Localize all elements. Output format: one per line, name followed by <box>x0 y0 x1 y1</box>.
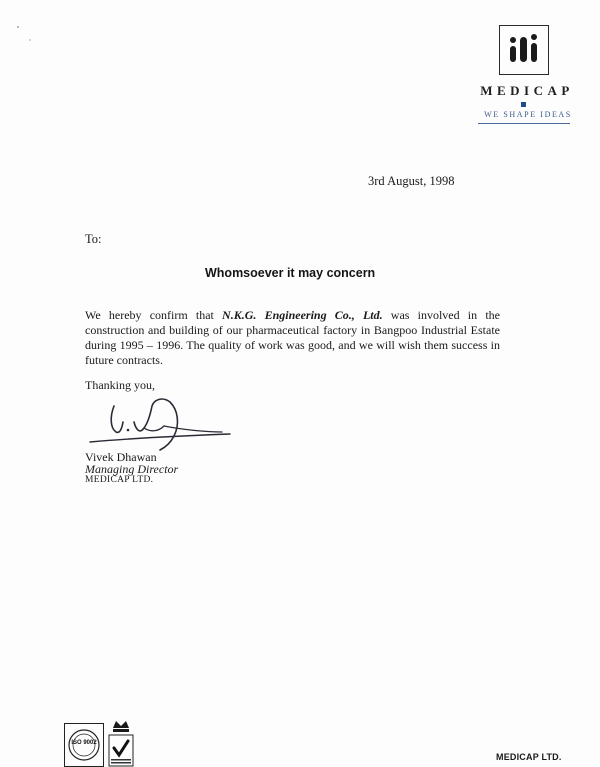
handwritten-signature <box>84 392 234 458</box>
tagline-divider <box>478 123 570 124</box>
scan-specks <box>0 0 60 60</box>
body-intro: We hereby confirm that <box>85 308 223 322</box>
letter-date: 3rd August, 1998 <box>368 174 455 188</box>
brand-square-icon <box>521 102 526 107</box>
iso-certification-seal-icon <box>64 723 104 767</box>
brand-name: MEDICAP <box>480 83 574 98</box>
signatory-title: Managing Director <box>85 462 179 476</box>
letter-closing: Thanking you, <box>85 378 155 392</box>
signatory-name: Vivek Dhawan <box>85 450 157 464</box>
crown-certification-seal-icon <box>108 718 134 767</box>
footer-company-name: MEDICAP LTD. <box>496 752 562 762</box>
signatory-company: MEDICAP LTD. <box>85 475 154 485</box>
letter-subject: Whomsoever it may concern <box>205 266 376 280</box>
medicap-logo-icon <box>499 25 549 75</box>
iso-seal-text: ISO 9002 <box>71 740 97 746</box>
letter-body <box>85 308 500 368</box>
recipient-label: To: <box>85 232 102 246</box>
brand-tagline: WE SHAPE IDEAS <box>484 110 572 119</box>
body-company-name: N.K.G. Engineering Co., Ltd. <box>222 308 383 322</box>
body-rest: was involved in the construction and building of our pharmaceutical factory in Bangpoo Industrial Estate during 1995 – 1996. The quality of work was good, and we will wish them success in future contracts. <box>85 308 500 367</box>
